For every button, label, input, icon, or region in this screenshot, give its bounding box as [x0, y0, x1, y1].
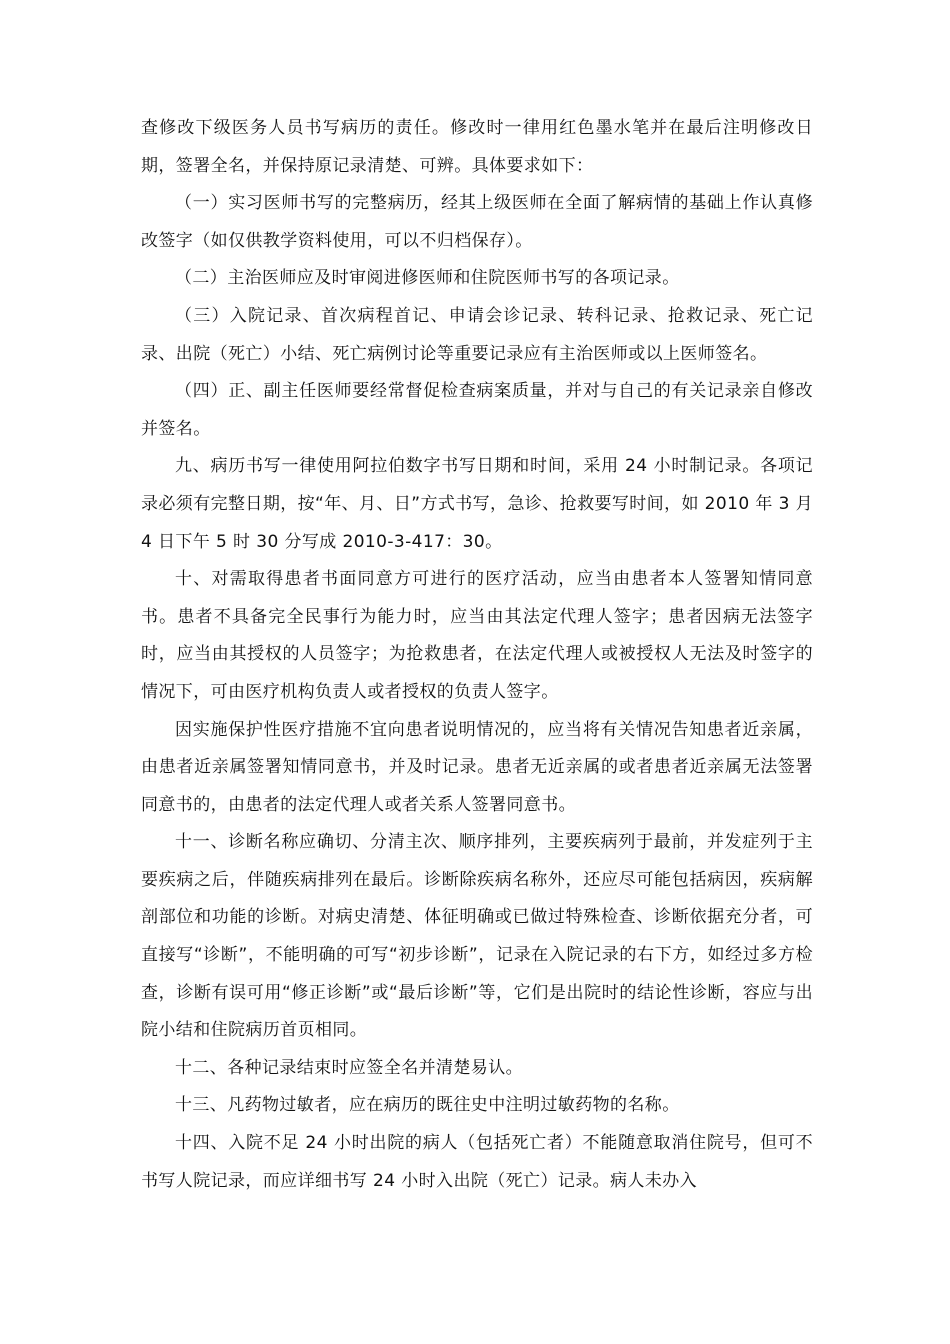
paragraph-rule-14-short-stay: 十四、入院不足 24 小时出院的病人（包括死亡者）不能随意取消住院号，但可不书写人院记录，而应详细书写 24 小时入出院（死亡）记录。病人未办入 [141, 1133, 813, 1191]
document-body [141, 110, 813, 1200]
paragraph-item-1-intern-records: （一）实习医师书写的完整病历，经其上级医师在全面了解病情的基础上作认真修改签字（如仅供教学资料使用，可以不归档保存）。 [141, 193, 813, 251]
paragraph-rule-9-date-format: 九、病历书写一律使用阿拉伯数字书写日期和时间，采用 24 小时制记录。各项记录必须有完整日期，按“年、月、日”方式书写，急诊、抢救要写时间，如 2010 年 3 月 4 日下午 5 时 30 分写成 2010-3-417：30。 [141, 456, 813, 552]
paragraph-rule-10-informed-consent: 十、对需取得患者书面同意方可进行的医疗活动，应当由患者本人签署知情同意书。患者不具备完全民事行为能力时，应当由其法定代理人签字；患者因病无法签字时，应当由其授权的人员签字；为抢救患者，在法定代理人或被授权人无法及时签字的情况下，可由医疗机构负责人或者授权的负责人签字。 [141, 569, 813, 702]
paragraph-item-4-chief-physician: （四）正、副主任医师要经常督促检查病案质量，并对与自己的有关记录亲自修改并签名。 [141, 381, 813, 439]
paragraph-item-3-important-records: （三）入院记录、首次病程首记、申请会诊记录、转科记录、抢救记录、死亡记录、出院（死亡）小结、死亡病例讨论等重要记录应有主治医师或以上医师签名。 [141, 305, 813, 364]
paragraph-rule-11-diagnosis: 十一、诊断名称应确切、分清主次、顺序排列，主要疾病列于最前，并发症列于主要疾病之后，伴随疾病排列在最后。诊断除疾病名称外，还应尽可能包括病因，疾病解剖部位和功能的诊断。对病史清楚、体征明确或已做过特殊检查、诊断依据充分者，可直接写“诊断”，不能明确的可写“初步诊断”，记录在入院记录的右下方，如经过多方检查，诊断有误可用“修正诊断”或“最后诊断”等，它们是出院时的结论性诊断，容应与出院小结和住院病历首页相同。 [141, 832, 813, 1041]
paragraph-rule-13-allergy: 十三、凡药物过敏者，应在病历的既往史中注明过敏药物的名称。 [175, 1095, 680, 1116]
paragraph-protective-measures: 因实施保护性医疗措施不宜向患者说明情况的，应当将有关情况告知患者近亲属，由患者近亲属签署知情同意书，并及时记录。患者无近亲属的或者患者近亲属无法签署同意书的，由患者的法定代理人或者关系人签署同意书。 [141, 719, 813, 815]
paragraph-revision-responsibility: 查修改下级医务人员书写病历的责任。修改时一律用红色墨水笔并在最后注明修改日期，签署全名，并保持原记录清楚、可辨。具体要求如下： [141, 118, 813, 176]
paragraph-rule-12-signature: 十二、各种记录结束时应签全名并清楚易认。 [175, 1057, 523, 1078]
paragraph-item-2-attending-review: （二）主治医师应及时审阅进修医师和住院医师书写的各项记录。 [175, 268, 680, 289]
